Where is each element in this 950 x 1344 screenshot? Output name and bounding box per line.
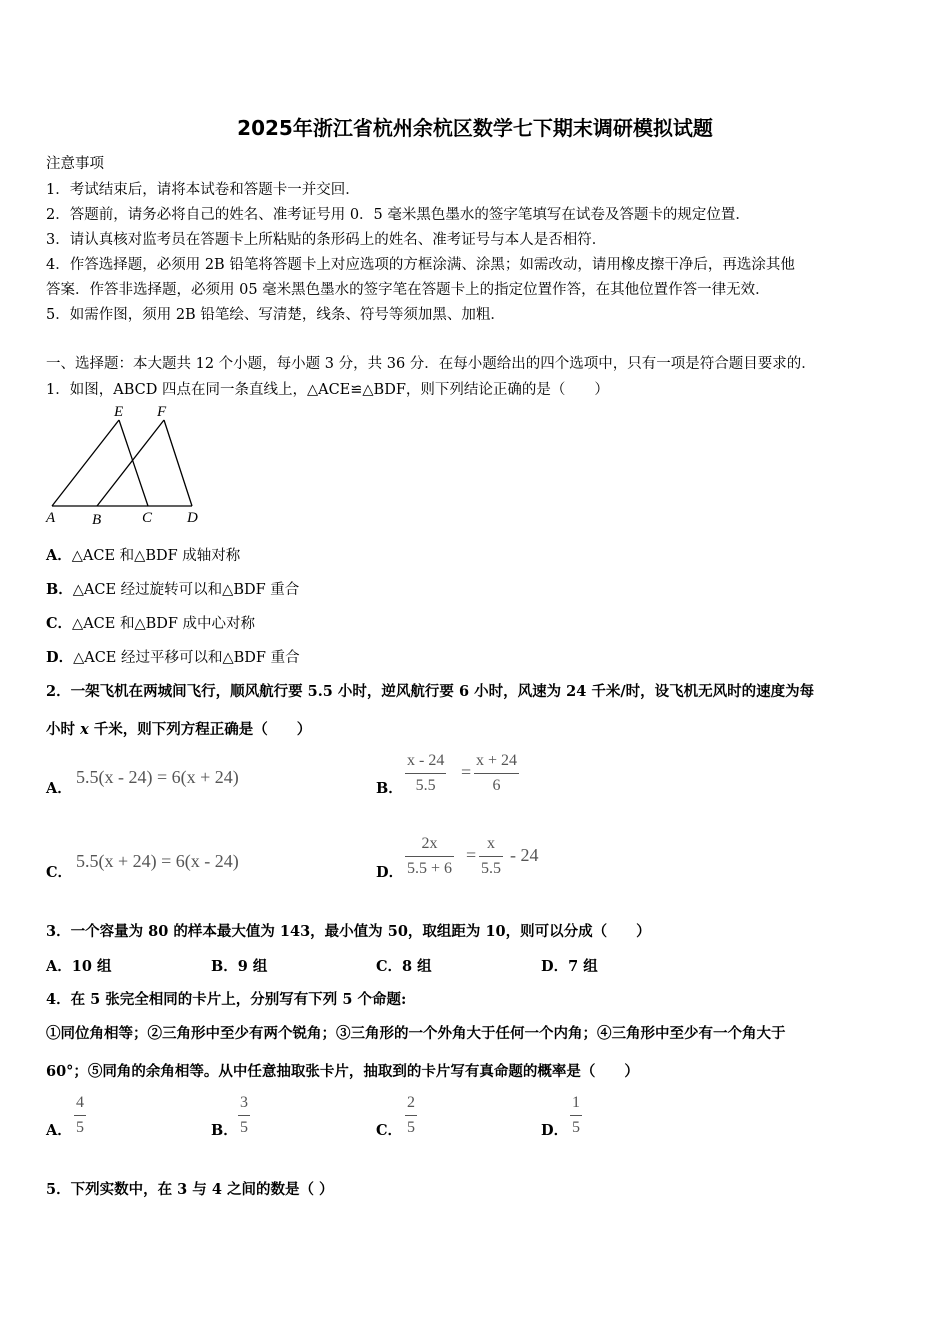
option-text: △ACE 经过旋转可以和△BDF 重合 xyxy=(72,582,300,598)
q2-option-d-tail: - 24 xyxy=(510,845,539,865)
q2-option-b-rhs xyxy=(474,752,519,795)
segment-ae xyxy=(52,420,119,506)
q2-option-a-expr: 5.5(x - 24) = 6(x + 24) xyxy=(76,767,239,787)
section-heading: 一、选择题：本大题共 12 个小题，每小题 3 分，共 36 分．在每小题给出的四个选项中，只有一项是符合题目要求的． xyxy=(46,356,816,372)
segment-fd xyxy=(164,420,192,506)
denominator: 6 xyxy=(492,777,501,794)
fraction-bar xyxy=(405,1115,417,1116)
label-f: F xyxy=(157,404,167,420)
equals-sign: = xyxy=(466,845,477,865)
denominator: 5 xyxy=(572,1119,580,1136)
q3-option-a xyxy=(46,955,112,976)
q2-option-b-lhs xyxy=(405,752,446,795)
denominator: 5.5 + 6 xyxy=(407,860,453,877)
option-letter: A． xyxy=(46,547,72,564)
q2-option-a-letter: A． xyxy=(46,780,72,797)
q4-option-c-letter: C． xyxy=(376,1122,403,1139)
segment-ec xyxy=(119,420,148,506)
denominator: 5 xyxy=(240,1119,248,1136)
numerator: 2x xyxy=(421,835,438,852)
question-3-stem: 3．一个容量为 80 的样本最大值为 143，最小值为 50，取组距为 10，则可以分成（ ） xyxy=(46,923,651,940)
q4-option-a-fraction xyxy=(74,1094,86,1137)
stem-text: 千米，则下列方程正确是（ ） xyxy=(88,721,312,738)
option-text: 9 组 xyxy=(237,958,268,975)
q3-option-c xyxy=(376,955,432,976)
label-a: A xyxy=(46,510,56,526)
variable-x: x xyxy=(80,721,89,738)
option-text: △ACE 和△BDF 成轴对称 xyxy=(71,548,241,564)
q2-option-c-expr: 5.5(x + 24) = 6(x - 24) xyxy=(76,851,239,871)
numerator: 3 xyxy=(240,1094,248,1111)
notice-item: 1．考试结束后，请将本试卷和答题卡一并交回． xyxy=(46,182,360,198)
q4-option-b-fraction xyxy=(238,1094,250,1137)
q1-option-b xyxy=(46,578,299,599)
option-text: 7 组 xyxy=(568,958,598,975)
label-c: C xyxy=(142,510,153,526)
question-4-stem-line1: 4．在 5 张完全相同的卡片上，分别写有下列 5 个命题: xyxy=(46,991,407,1008)
q2-option-d-lhs xyxy=(405,835,454,878)
fraction-bar xyxy=(405,856,454,857)
numerator: x + 24 xyxy=(476,752,518,769)
numerator: x xyxy=(487,835,495,852)
q2-option-c-letter: C． xyxy=(46,864,73,881)
notice-item: 5．如需作图，须用 2B 铅笔绘、写清楚，线条、符号等须加黑、加粗． xyxy=(46,307,505,323)
option-text: 10 组 xyxy=(71,958,112,975)
option-text: △ACE 和△BDF 成中心对称 xyxy=(72,616,256,632)
question-4-stem-line3: 60°；⑤同角的余角相等。从中任意抽取张卡片，抽取到的卡片写有真命题的概率是（ ） xyxy=(46,1063,639,1080)
label-e: E xyxy=(114,404,124,420)
label-b: B xyxy=(92,512,102,527)
option-letter: B． xyxy=(211,958,238,975)
label-d: D xyxy=(187,510,198,526)
denominator: 5 xyxy=(76,1119,84,1136)
option-letter: B． xyxy=(46,581,73,598)
notice-heading: 注意事项 xyxy=(46,156,104,172)
question-4-stem-line2: ①同位角相等；②三角形中至少有两个锐角；③三角形的一个外角大于任何一个内角；④三角形中至少有一个角大于 xyxy=(46,1025,786,1042)
notice-item: 4．作答选择题，必须用 2B 铅笔将答题卡上对应选项的方框涂满、涂黑；如需改动，请用橡皮擦干净后，再选涂其他 xyxy=(46,257,795,273)
fraction-bar xyxy=(479,856,503,857)
q4-option-a-letter: A． xyxy=(46,1122,72,1139)
fraction-bar xyxy=(474,773,519,774)
segment-bf xyxy=(97,420,164,506)
q2-option-d-letter: D． xyxy=(376,864,404,881)
q4-option-b-letter: B． xyxy=(211,1122,238,1139)
option-letter: D． xyxy=(46,649,74,666)
question-5-stem: 5．下列实数中，在 3 与 4 之间的数是（ ） xyxy=(46,1181,334,1198)
fraction-bar xyxy=(238,1115,250,1116)
option-letter: D． xyxy=(541,958,569,975)
page-title: 2025年浙江省杭州余杭区数学七下期末调研模拟试题 xyxy=(237,116,713,140)
denominator: 5 xyxy=(407,1119,415,1136)
q2-option-b-letter: B． xyxy=(376,780,403,797)
notice-item: 答案．作答非选择题，必须用 05 毫米黑色墨水的签字笔在答题卡上的指定位置作答，在其他位置作答一律无效． xyxy=(46,282,770,298)
question-1-stem: 1．如图，ABCD 四点在同一条直线上，△ACE≌△BDF，则下列结论正确的是（ ） xyxy=(46,382,609,398)
fraction-bar xyxy=(405,773,446,774)
q1-option-c xyxy=(46,612,255,633)
q4-option-d-letter: D． xyxy=(541,1122,569,1139)
question-2-stem-line1: 2．一架飞机在两城间飞行，顺风航行要 5.5 小时，逆风航行要 6 小时，风速为 24 千米/时，设飞机无风时的速度为每 xyxy=(46,683,815,700)
q4-option-d-fraction xyxy=(570,1094,582,1137)
q1-option-d xyxy=(46,646,300,667)
option-letter: A． xyxy=(46,958,72,975)
fraction-bar xyxy=(74,1115,86,1116)
q3-option-d xyxy=(541,955,598,976)
q4-option-c-fraction xyxy=(405,1094,417,1137)
numerator: x - 24 xyxy=(407,752,445,769)
question-2-stem-line2 xyxy=(46,718,311,739)
option-letter: C． xyxy=(46,615,73,632)
option-text: 8 组 xyxy=(402,958,432,975)
notice-item: 3．请认真核对监考员在答题卡上所粘贴的条形码上的姓名、准考证号与本人是否相符． xyxy=(46,232,607,248)
option-letter: C． xyxy=(376,958,403,975)
q2-option-d-rhs xyxy=(479,835,503,878)
equals-sign: = xyxy=(461,762,472,782)
denominator: 5.5 xyxy=(415,777,436,794)
notice-item: 2．答题前，请务必将自己的姓名、准考证号用 0．5 毫米黑色墨水的签字笔填写在试卷及答题卡的规定位置． xyxy=(46,207,750,223)
stem-text: 小时 xyxy=(46,721,81,738)
fraction-bar xyxy=(570,1115,582,1116)
denominator: 5.5 xyxy=(481,860,501,877)
numerator: 2 xyxy=(407,1094,415,1111)
triangle-figure xyxy=(44,402,214,527)
numerator: 4 xyxy=(76,1094,84,1111)
q1-option-a xyxy=(46,544,240,565)
numerator: 1 xyxy=(572,1094,580,1111)
q3-option-b xyxy=(211,955,267,976)
option-text: △ACE 经过平移可以和△BDF 重合 xyxy=(73,650,300,666)
